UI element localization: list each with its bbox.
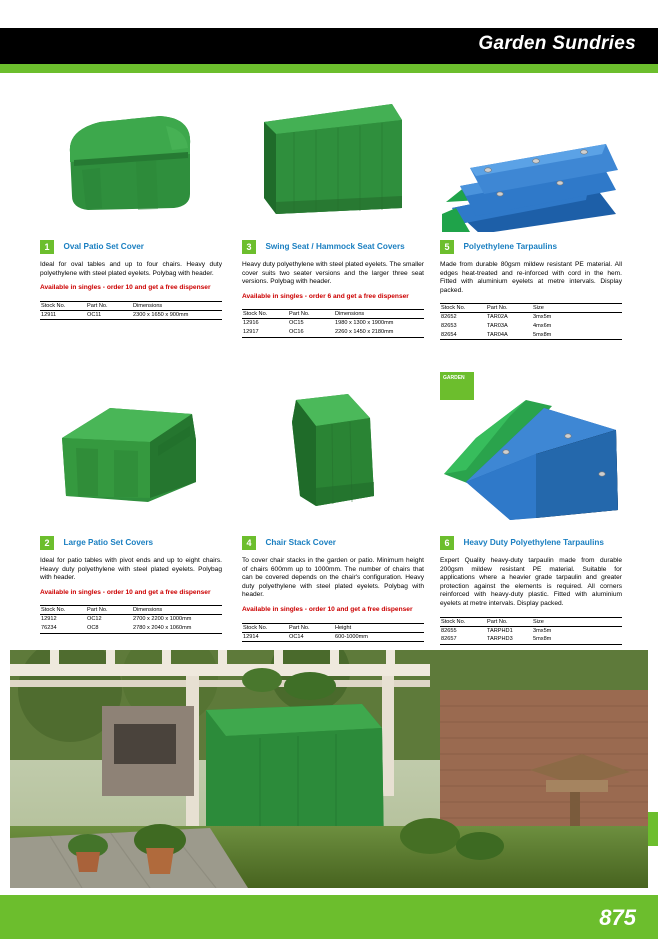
cell-part-no: TARPHD3 (486, 635, 532, 644)
cell-dimensions: 2300 x 1650 x 900mm (132, 310, 222, 320)
product-description: Ideal for patio tables with pivot ends and up to eight chairs. Heavy duty polyethylene with steel plated eyelets. Polybag with header. (40, 557, 222, 582)
product-card-3 (242, 82, 424, 338)
product-title: Heavy Duty Polyethylene Tarpaulins (463, 538, 604, 548)
page-number: 875 (599, 905, 636, 930)
cell-stock-no: 12914 (242, 632, 288, 642)
product-spec-table (242, 309, 424, 337)
product-4-heading (242, 534, 424, 552)
cell-height: 600-1000mm (334, 632, 424, 642)
cell-size: 3mx5m (533, 314, 552, 321)
cell-size: 3mx5m (533, 627, 552, 634)
table-row (440, 331, 622, 340)
product-offer: Available in singles - order 10 and get a free dispenser (242, 605, 413, 613)
column-header-part-no: Part No. (288, 623, 334, 632)
product-card-2 (40, 378, 222, 634)
cell-dimensions: 2780 x 2040 x 1060mm (132, 624, 222, 633)
product-title: Oval Patio Set Cover (63, 242, 144, 252)
column-header-dimensions: Dimensions (132, 301, 222, 310)
lifestyle-photo (10, 650, 648, 888)
product-description: Ideal for oval tables and up to four chairs. Heavy duty polyethylene with steel plated eyelets. Polybag with header. (40, 261, 222, 277)
product-number-badge: 4 (242, 536, 256, 550)
product-card-6 (440, 378, 622, 645)
product-spec-table (40, 605, 222, 633)
product-title: Chair Stack Cover (265, 538, 336, 548)
table-row (242, 319, 424, 328)
product-card-4 (242, 378, 424, 642)
product-card-5 (440, 82, 622, 340)
cell-part-no: OC14 (288, 632, 334, 642)
cell-stock-no: 82654 (440, 331, 486, 340)
product-number-badge: 6 (440, 536, 454, 550)
product-description: Heavy duty polyethylene with steel plated eyelets. The smaller cover suits two seater versions and the larger three seat versions. Polybag with header. (242, 261, 424, 286)
product-number-badge: 5 (440, 240, 454, 254)
cell-size: 5mx8m (532, 331, 622, 340)
product-image-oval-patio-set-cover (40, 82, 222, 232)
table-row (440, 635, 622, 644)
cell-stock-no: 82657 (440, 635, 486, 644)
product-image-heavy-duty-tarpaulins (440, 378, 622, 528)
cell-part-no: OC12 (87, 616, 102, 623)
cell-stock-no: 12912 (41, 616, 57, 623)
header-accent-bar (0, 64, 658, 73)
table-row (40, 615, 222, 624)
cell-size: 4mx6m (533, 322, 552, 329)
column-header-height: Height (334, 623, 424, 632)
cell-stock-no: 12916 (243, 320, 259, 327)
table-row (242, 328, 424, 337)
product-spec-table (242, 623, 424, 643)
product-title: Polyethylene Tarpaulins (463, 242, 558, 252)
cell-dimensions: 2700 x 2200 x 1000mm (133, 616, 192, 623)
column-header-stock-no: Stock No. (242, 310, 288, 319)
cell-dimensions: 2260 x 1450 x 2180mm (334, 328, 424, 337)
cell-part-no: TAR03A (487, 322, 508, 329)
product-image-swing-seat-cover (242, 82, 424, 232)
product-2-heading (40, 534, 222, 552)
cell-stock-no: 82655 (441, 627, 457, 634)
product-offer: Available in singles - order 10 and get a free dispenser (40, 588, 211, 596)
product-offer: Available in singles - order 10 and get a free dispenser (40, 284, 211, 292)
cell-dimensions: 1980 x 1300 x 1900mm (335, 320, 394, 327)
product-1-heading (40, 238, 222, 256)
cell-part-no: OC16 (288, 328, 334, 337)
column-header-stock-no: Stock No. (40, 301, 86, 310)
product-description: Made from durable 80gsm mildew resistant PE material. All edges heat-treated and re-inforced with cord in the hem. Fitted with aluminium eyelets at metre intervals. Display packed. (440, 261, 622, 294)
cell-part-no: TAR04A (486, 331, 532, 340)
column-header-part-no: Part No. (86, 606, 132, 615)
product-image-large-patio-set-cover (40, 378, 222, 528)
product-description: Expert Quality heavy-duty tarpaulin made from durable 200gsm mildew resistant PE material. Suitable for applications where a heavier grade tarpaulin and greater protection against the elements is required. All corners reinforced with heavy-duty plastic. Fitted with aluminium eyelets at metre intervals. Display packed. (440, 557, 622, 607)
footer-bar (0, 895, 658, 939)
column-header-stock-no: Stock No. (440, 304, 486, 313)
column-header-size: Size (532, 617, 622, 626)
product-title: Swing Seat / Hammock Seat Covers (265, 242, 405, 252)
table-row (40, 624, 222, 633)
product-description: To cover chair stacks in the garden or patio. Minimum height of chairs 600mm up to 1000mm. The number of chairs that can be covered depends on the chair's configuration. Heavy duty polyethylene with steel plated eyelets. Polybag with header. (242, 557, 424, 599)
table-row (440, 313, 622, 322)
product-card-1 (40, 82, 222, 320)
product-image-chair-stack-cover (242, 378, 424, 528)
column-header-part-no: Part No. (486, 617, 532, 626)
product-number-badge: 2 (40, 536, 54, 550)
product-6-heading (440, 534, 622, 552)
page-title: Garden Sundries (478, 33, 636, 54)
column-header-dimensions: Dimensions (132, 606, 222, 615)
table-row (242, 632, 424, 642)
product-offer: Available in singles - order 6 and get a free dispenser (242, 292, 409, 300)
column-header-dimensions: Dimensions (334, 310, 424, 319)
cell-part-no: OC8 (86, 624, 132, 633)
brand-logo-badge: GARDEN (440, 372, 474, 400)
product-3-heading (242, 238, 424, 256)
cell-stock-no: 82653 (441, 322, 457, 329)
product-image-polyethylene-tarpaulins (440, 82, 622, 232)
product-title: Large Patio Set Covers (63, 538, 154, 548)
cell-part-no: OC11 (86, 310, 132, 320)
cell-stock-no: 76234 (40, 624, 86, 633)
column-header-part-no: Part No. (86, 301, 132, 310)
cell-part-no: TARPHD1 (487, 627, 513, 634)
column-header-part-no: Part No. (486, 304, 532, 313)
cell-stock-no: 12911 (40, 310, 86, 320)
column-header-size: Size (532, 304, 622, 313)
column-header-stock-no: Stock No. (242, 623, 288, 632)
product-spec-table (440, 617, 622, 645)
cell-size: 5mx8m (532, 635, 622, 644)
product-spec-table (440, 303, 622, 340)
column-header-stock-no: Stock No. (40, 606, 86, 615)
table-row (440, 322, 622, 331)
column-header-stock-no: Stock No. (440, 617, 486, 626)
cell-stock-no: 12917 (242, 328, 288, 337)
product-number-badge: 1 (40, 240, 54, 254)
product-5-heading (440, 238, 622, 256)
column-header-part-no: Part No. (288, 310, 334, 319)
cell-part-no: TAR02A (487, 314, 508, 321)
table-row (440, 626, 622, 635)
cell-part-no: OC15 (289, 320, 304, 327)
table-row (40, 310, 222, 320)
product-spec-table (40, 301, 222, 321)
product-number-badge: 3 (242, 240, 256, 254)
cell-stock-no: 82652 (441, 314, 457, 321)
